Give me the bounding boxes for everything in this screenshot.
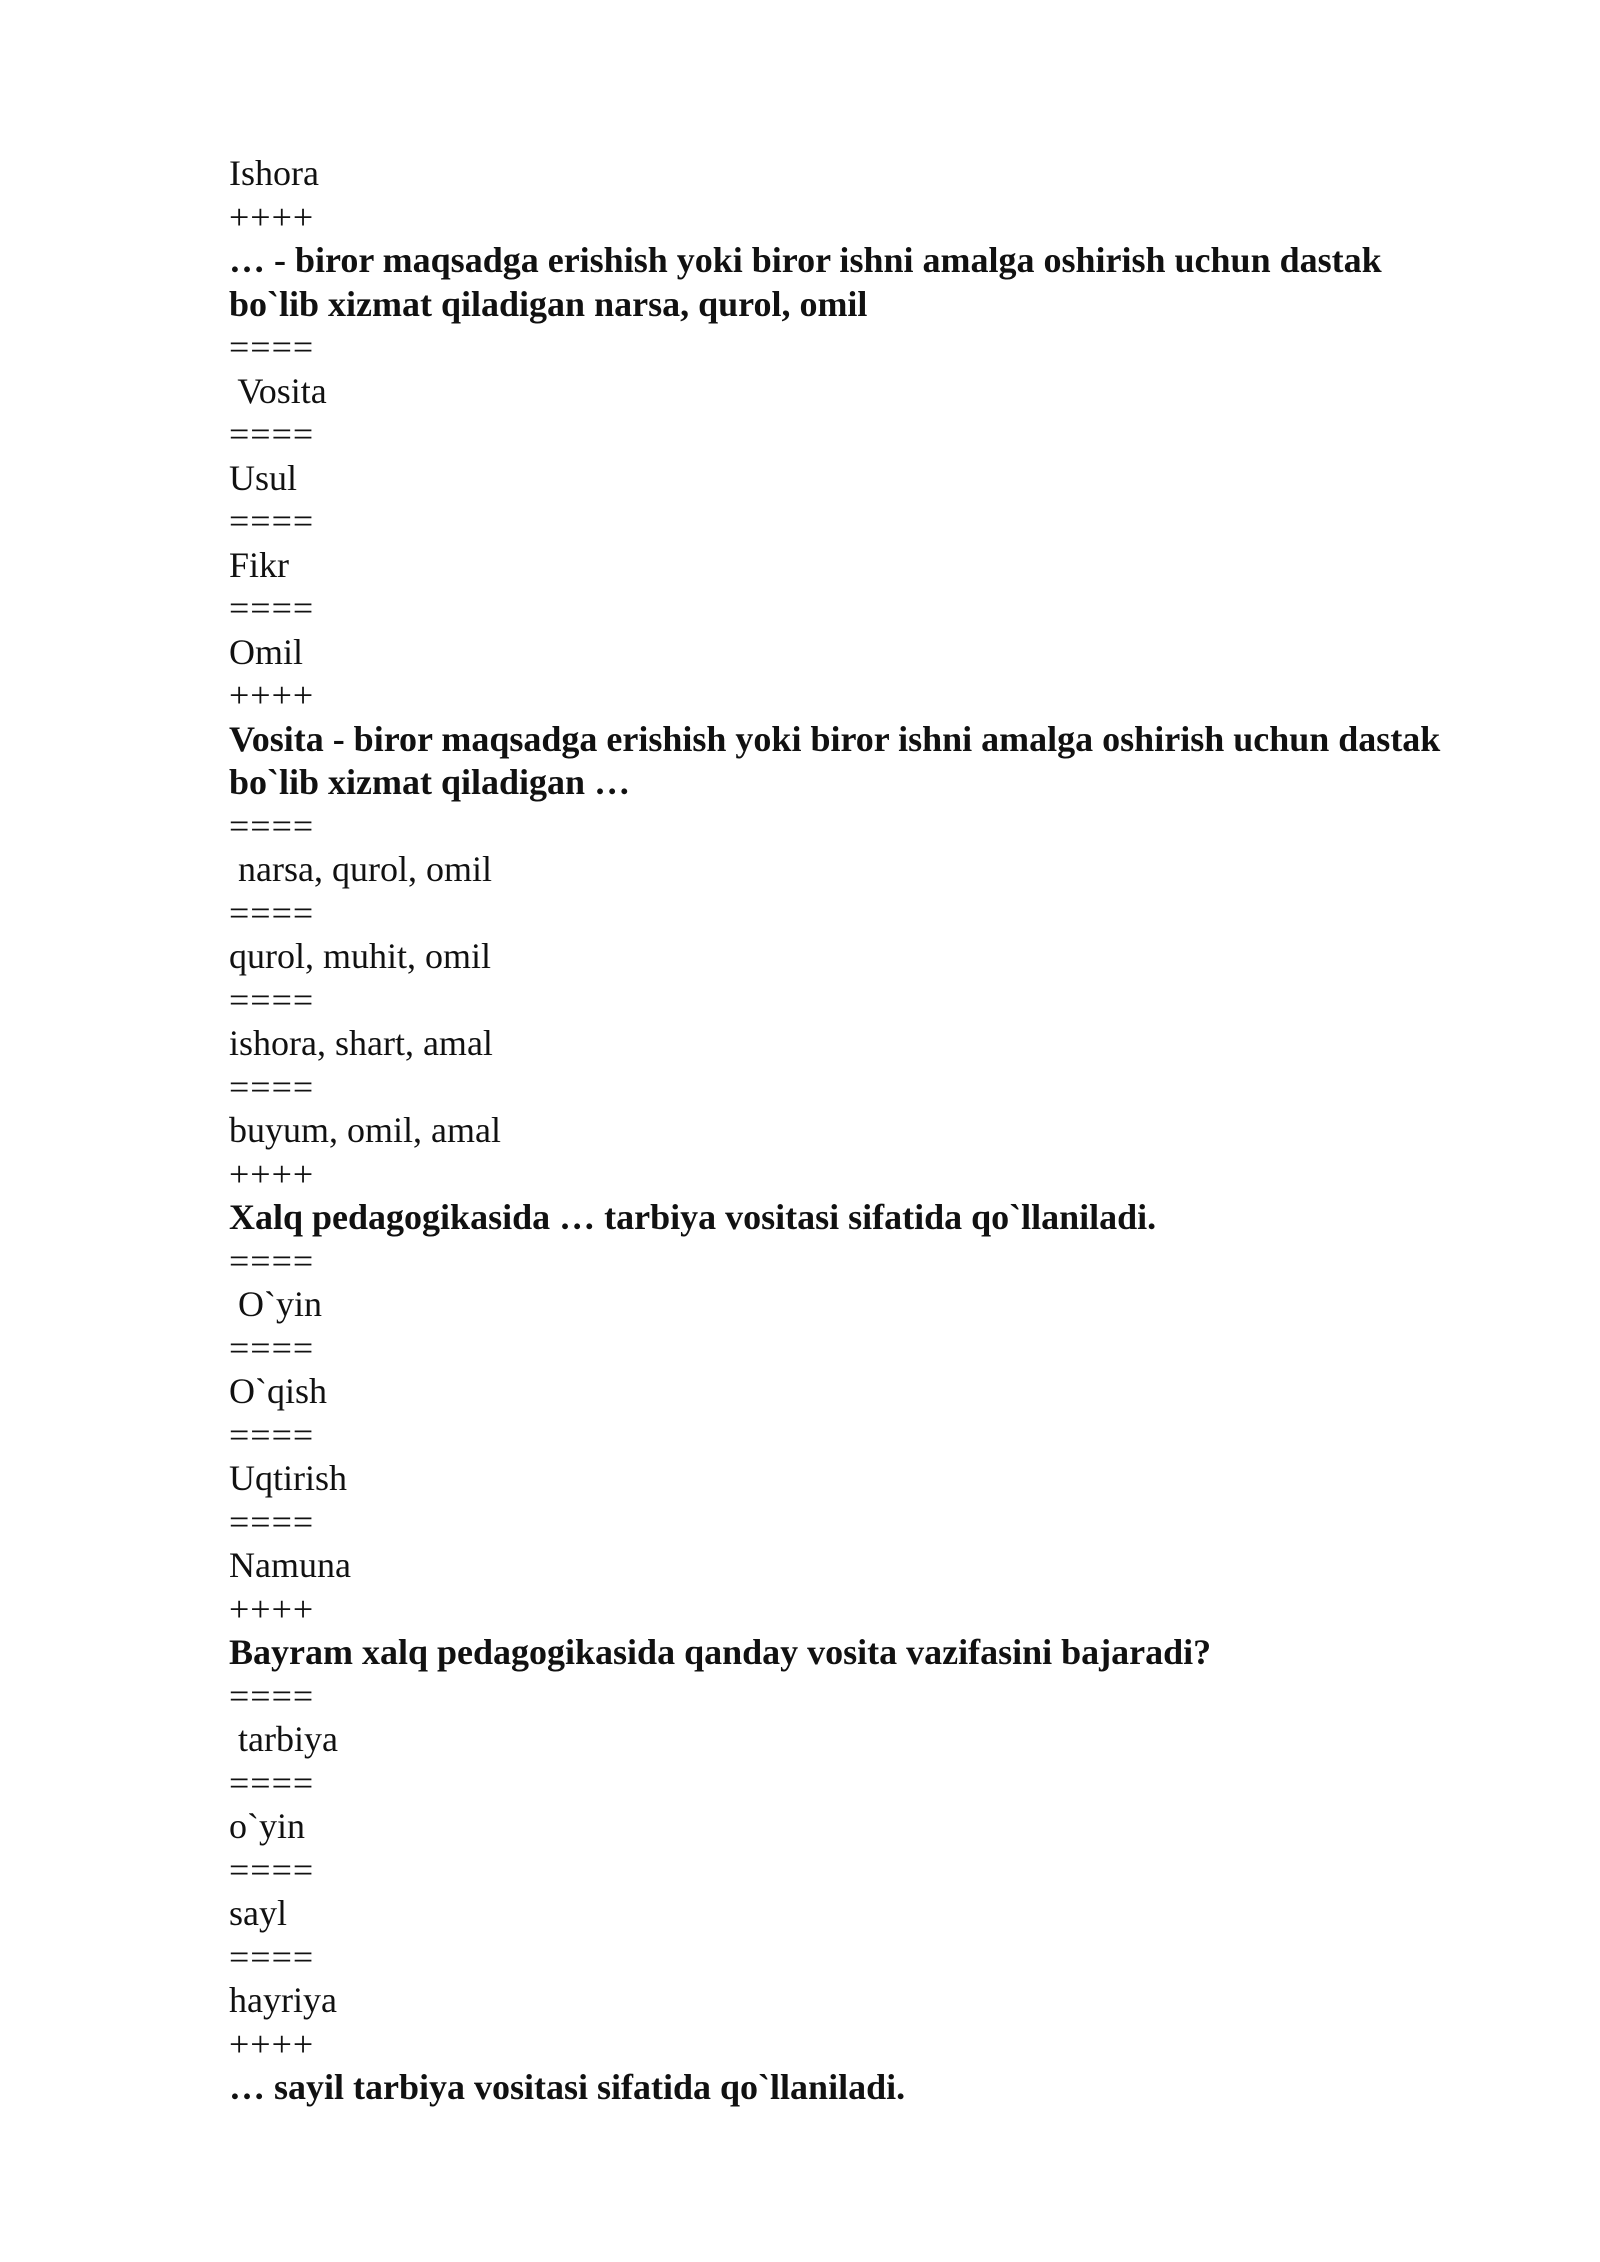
answer-option: Omil xyxy=(229,631,304,672)
answer-option: Vosita xyxy=(229,370,327,411)
answer-option: o`yin xyxy=(229,1806,305,1846)
answer-separator: ==== xyxy=(229,1936,315,1977)
answer-separator: ==== xyxy=(229,979,315,1020)
answer-separator: ==== xyxy=(229,1675,315,1716)
answer-option: narsa, qurol, omil xyxy=(229,849,492,889)
answer-separator: ==== xyxy=(229,327,315,367)
question-separator: ++++ xyxy=(229,2023,315,2064)
answer-option: Namuna xyxy=(229,1545,351,1585)
answer-option: sayl xyxy=(229,1893,287,1933)
answer-option: ishora, shart, amal xyxy=(229,1023,493,1063)
answer-separator: ==== xyxy=(229,501,315,541)
answer-option: Fikr xyxy=(229,544,290,585)
answer-option: Usul xyxy=(229,457,298,498)
answer-separator: ==== xyxy=(229,805,315,846)
answer-option: O`yin xyxy=(229,1284,322,1324)
question-text: … sayil tarbiya vositasi sifatida qo`llaniladi. xyxy=(229,2067,906,2107)
question-text: Xalq pedagogikasida … tarbiya vositasi sifatida qo`llaniladi. xyxy=(229,1197,1157,1237)
question-separator: ++++ xyxy=(229,1588,315,1629)
answer-separator: ==== xyxy=(229,1327,315,1368)
question-separator: ++++ xyxy=(229,196,315,237)
answer-separator: ==== xyxy=(229,1240,315,1281)
answer-separator: ==== xyxy=(229,1849,315,1890)
question-separator: ++++ xyxy=(229,1153,315,1194)
answer-separator: ==== xyxy=(229,1066,315,1107)
answer-option: Uqtirish xyxy=(229,1458,348,1498)
answer-option: Ishora xyxy=(229,153,319,193)
answer-separator: ==== xyxy=(229,1414,315,1455)
answer-separator: ==== xyxy=(229,1762,315,1803)
answer-option: O`qish xyxy=(229,1371,327,1411)
answer-separator: ==== xyxy=(229,892,315,933)
answer-option: qurol, muhit, omil xyxy=(229,936,492,976)
answer-option: buyum, omil, amal xyxy=(229,1110,501,1150)
answer-separator: ==== xyxy=(229,588,315,628)
question-text: Bayram xalq pedagogikasida qanday vosita vazifasini bajaradi? xyxy=(229,1632,1212,1672)
question-text: Vosita - biror maqsadga erishish yoki biror ishni amalga oshirish uchun dastak bo`lib xizmat qiladigan … xyxy=(229,718,1441,802)
answer-option: tarbiya xyxy=(229,1719,338,1759)
question-text: … - biror maqsadga erishish yoki biror ishni amalga oshirish uchun dastak bo`lib xizmat qiladigan narsa, qurol, omil xyxy=(229,240,1382,324)
document-page xyxy=(229,152,1479,2110)
answer-option: hayriya xyxy=(229,1980,337,2020)
question-separator: ++++ xyxy=(229,675,315,715)
answer-separator: ==== xyxy=(229,414,315,454)
answer-separator: ==== xyxy=(229,1501,315,1542)
